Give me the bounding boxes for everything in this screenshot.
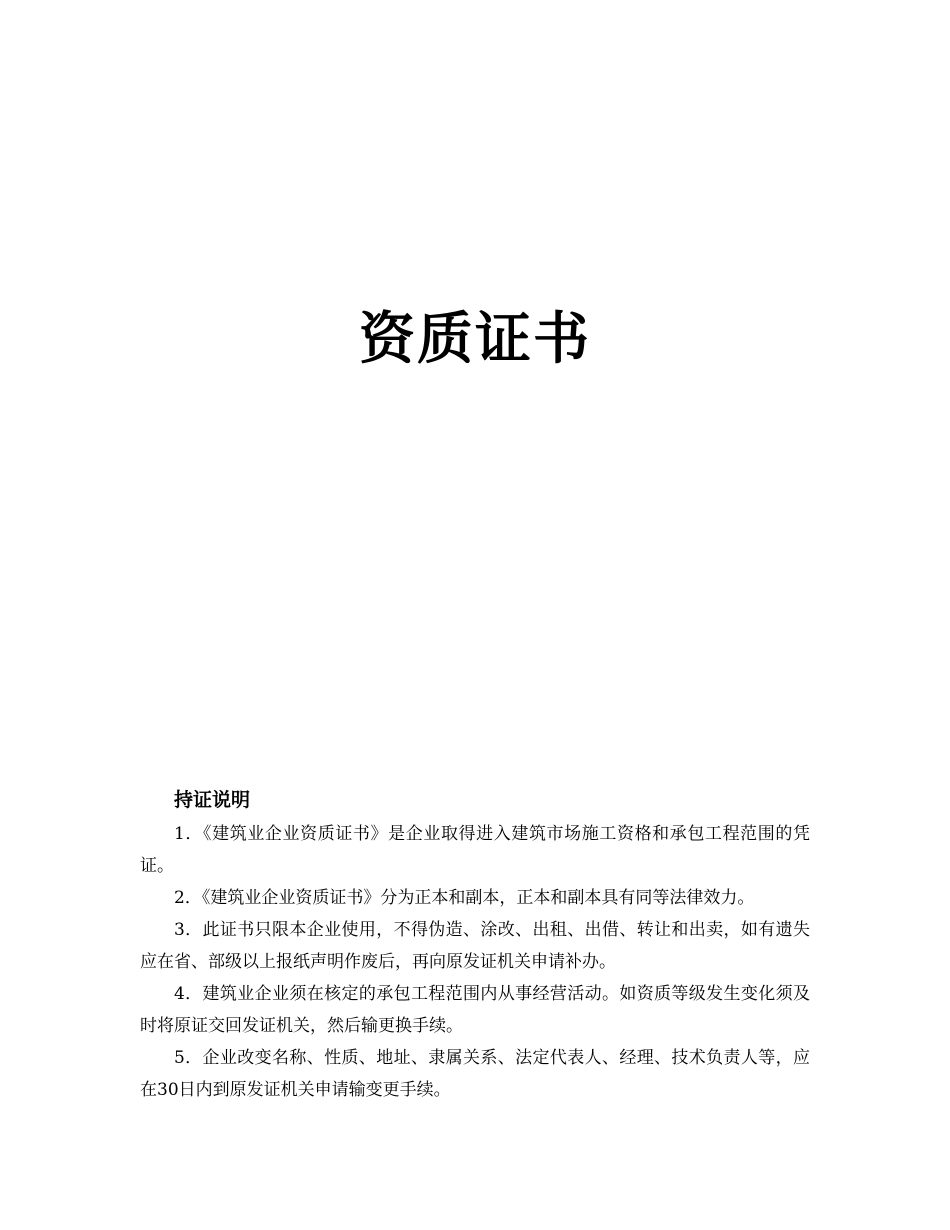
certificate-title: 资质证书: [359, 307, 591, 372]
holder-notes-section: [140, 784, 810, 1106]
note-item-3: 3．此证书只限本企业使用，不得伪造、涂改、出租、出借、转让和出卖，如有遗失应在省、部级以上报纸声明作废后，再向原发证机关申请补办。: [140, 920, 810, 972]
note-item-2: 2．《建筑业企业资质证书》分为正本和副本，正本和副本具有同等法律效力。: [174, 888, 755, 908]
notes-heading: 持证说明: [174, 789, 251, 811]
note-item-5: 5．企业改变名称、性质、地址、隶属关系、法定代表人、经理、技术负责人等，应在30日内到原发证机关申请输变更手续。: [140, 1048, 810, 1100]
note-item-4: 4．建筑业企业须在核定的承包工程范围内从事经营活动。如资质等级发生变化须及时将原证交回发证机关，然后输更换手续。: [140, 984, 810, 1036]
note-item-1: 1．《建筑业企业资质证书》是企业取得进入建筑市场施工资格和承包工程范围的凭证。: [140, 824, 810, 876]
